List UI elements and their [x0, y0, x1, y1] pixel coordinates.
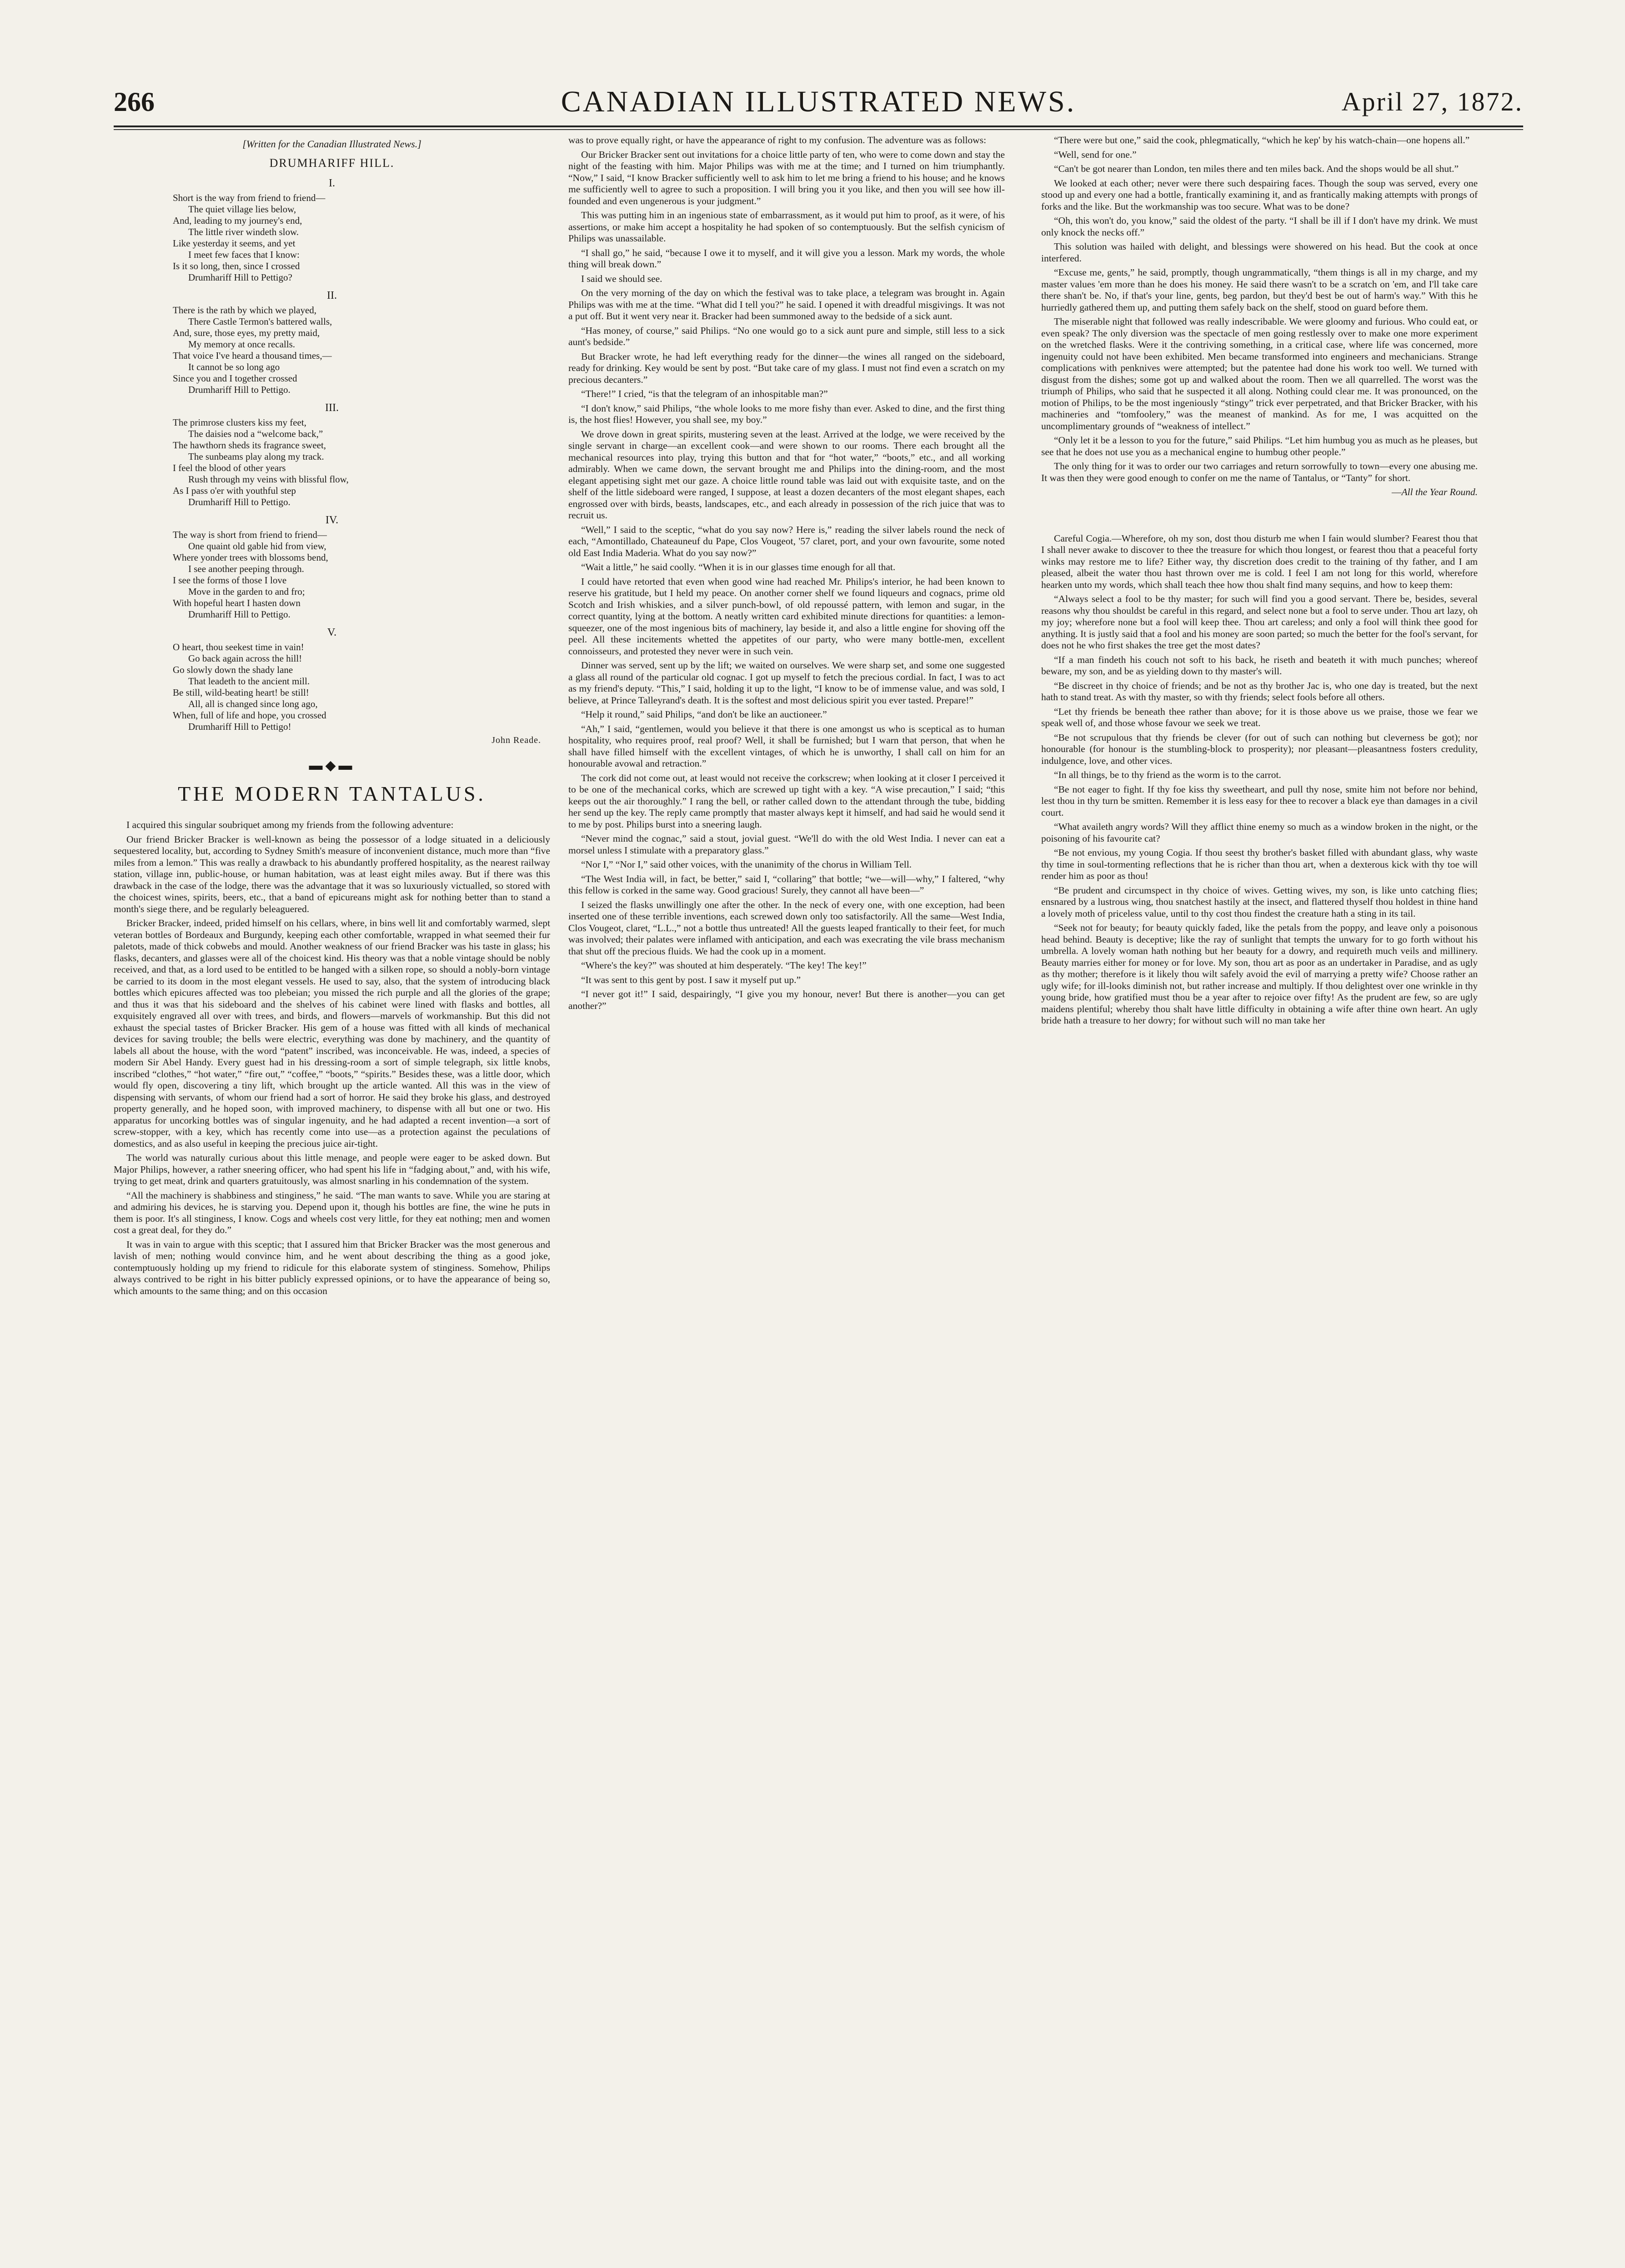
- cogia-paragraph: “Be not eager to fight. If thy foe kiss thy sweetheart, and pull thy nose, smite him not before nor behind, lest thou in thy turn be smitten. Remember it is less easy for thee to recover a black eye than damages in a civil court.: [1041, 783, 1478, 818]
- poem-line: And, leading to my journey's end,: [173, 215, 302, 226]
- column-gap: [1041, 501, 1478, 533]
- poem-line: When, full of life and hope, you crossed: [173, 710, 326, 721]
- poem-line: Move in the garden to and fro;: [188, 586, 305, 597]
- poem-line: I see another peeping through.: [188, 563, 304, 574]
- story-paragraph: “There!” I cried, “is that the telegram of an inhospitable man?”: [581, 388, 828, 399]
- story-paragraph: “Well, send for one.”: [1054, 149, 1137, 160]
- story-paragraph: “Can't be got nearer than London, ten miles there and ten miles back. And the shops would be all shut.”: [1054, 163, 1459, 174]
- poem-stanza: [114, 627, 550, 733]
- story-paragraph: “Has money, of course,” said Philips. “No one would go to a sick aunt pure and simple, still less to a sick aunt's bedside.”: [568, 325, 1005, 347]
- poem-line: There Castle Termon's battered walls,: [188, 316, 332, 327]
- story-paragraph: I seized the flasks unwillingly one after the other. In the neck of every one, with one exception, had been inserted one of these terrible inventions, each screwed down only too satisfactorily. All the same—West India, Clos Vougeot, claret, “L.L.,” not a bottle thus untreated! All the guests leaped frantically to their feet, for much was involved; their palates were inflamed with anticipation, and each was execrating the vile brass mechanism that shut off the precious fluids. We had the cook up in a moment.: [568, 899, 1005, 957]
- cogia-paragraph: “In all things, be to thy friend as the worm is to the carrot.: [1054, 769, 1281, 780]
- story-paragraph: We looked at each other; never were there such despairing faces. Though the soup was served, every one stood up and every one had a bottle, frantically examining it, and as frantically making attempts with prongs of forks and the like. But the workmanship was too secure. What was to be done?: [1041, 177, 1478, 212]
- stanza-number: III.: [325, 402, 339, 414]
- poem-line: The little river windeth slow.: [188, 226, 299, 237]
- poem-line: I meet few faces that I know:: [188, 249, 300, 260]
- story-title: THE MODERN TANTALUS.: [178, 782, 486, 805]
- stanza-number: I.: [329, 177, 335, 189]
- poem-line: As I pass o'er with youthful step: [173, 485, 296, 496]
- poem-line: My memory at once recalls.: [188, 339, 295, 350]
- poem-line: Go slowly down the shady lane: [173, 664, 293, 675]
- poem-line: The hawthorn sheds its fragrance sweet,: [173, 440, 326, 451]
- story-paragraph: The only thing for it was to order our two carriages and return sorrowfully to town—every one abusing me. It was then they were good enough to confer on me the name of Tantalus, or “Tanty” for short.: [1041, 461, 1478, 483]
- story-paragraph: was to prove equally right, or have the appearance of right to my confusion. The adventure was as follows:: [568, 135, 987, 146]
- story-paragraph: “Well,” I said to the sceptic, “what do you say now? Here is,” reading the silver labels round the neck of each, “Amontillado, Chateauneuf du Pape, Clos Vougeot, '57 claret, port, and your own favourite, some noted old East India Maderia. What do you say now?”: [568, 524, 1005, 558]
- cogia-paragraph: “Be not envious, my young Cogia. If thou seest thy brother's basket filled with abundant glass, why waste thy time in soul-tormenting reflections that he is richer than thou art, when a dexterous kick with thy toe will render him as poor as thou!: [1041, 847, 1478, 881]
- cogia-paragraph: “If a man findeth his couch not soft to his back, he riseth and beateth it with much punches; whereof beware, my son, and be as yielding down to thy master's will.: [1041, 654, 1478, 677]
- poem-line: The daisies nod a “welcome back,”: [188, 428, 323, 439]
- story-paragraph: I said we should see.: [581, 273, 662, 284]
- story-paragraph: It was in vain to argue with this sceptic; that I assured him that Bricker Bracker was the most generous and lavish of men; nothing would convince him, and he went about describing the thing as a good joke, contemptuously holding up my friend to ridicule for this elaborate system of stinginess. Somehow, Philips always contrived to be right in his bitter publicly expressed opinions, or to have the appearance of being so, which amounts to the same thing; and on this occasion: [114, 1239, 550, 1296]
- story-paragraph: Our Bricker Bracker sent out invitations for a choice little party of ten, who were to come down and stay the night of the feasting with him. Major Philips was with me at the time; and I turned on him triumphantly. “Now,” I said, “I know Bracker sufficiently well to ask him to let me bring a friend to his house; and he knows me sufficiently well to agree to such a proposition. I will bring you it you like, and then you will see how ill-founded and even ungenerous is your judgment.”: [568, 149, 1005, 206]
- story-paragraph: “Excuse me, gents,” he said, promptly, though ungrammatically, “them things is all in my charge, and my master values 'em more than he does his money. He said there wasn't to be a scratch on 'em, and I'll take care there shan't be. No, if that's your line, gents, beg pardon, but they'd best be out of harm's way.” With this he hurriedly gathered them up, and putting them safely back on the shelf, stood on guard before them.: [1041, 267, 1478, 313]
- poem-line: I feel the blood of other years: [173, 462, 286, 473]
- poem-line: O heart, thou seekest time in vain!: [173, 642, 304, 652]
- story-paragraph: “Only let it be a lesson to you for the future,” said Philips. “Let him humbug you as much as he pleases, but see that he does not use you as a mechanical engine to humbug other people.”: [1041, 435, 1478, 457]
- poem-line: The quiet village lies below,: [188, 204, 296, 215]
- poem-line: Drumhariff Hill to Pettigo!: [188, 721, 291, 732]
- poem-line: Is it so long, then, since I crossed: [173, 261, 300, 271]
- story-paragraph: “Never mind the cognac,” said a stout, jovial guest. “We'll do with the old West India. I never can eat a morsel unless I stimulate with a preparatory glass.”: [568, 833, 1005, 856]
- page-number: 266: [114, 87, 155, 117]
- cogia-paragraph: “Be not scrupulous that thy friends be clever (for out of such can nothing but cleverness be got); nor honourable (for honour is the stumbling-block to prosperity); nor pleasant—pleasantness fosters credulity, indulgence, love, and other vices.: [1041, 732, 1478, 766]
- cogia-paragraph: “Seek not for beauty; for beauty quickly faded, like the petals from the poppy, and leave only a poisonous head behind. Beauty is deceptive; like the ray of sunlight that tempts the unwary for to go forth without his umbrella. A lovely woman hath nothing but her beauty for a dowry, and requireth much veils and millinery. Beauty marries either for money or for love. My son, thou art as poor as an undertaker in Paradise, and as ugly as thy mother; therefore is it likely thou wilt safely avoid the evil of marrying a pretty wife? Choose rather an ugly wife; for ill-looks diminish not, but rather increase and multiply. If thou delightest over one wrinkle in thy young bride, how gratified must thou be a year after to rejoice over fifty! As the prudent are few, so are ugly maidens plentiful; whereby thou shalt have little difficulty in obtaining a wife after thine own heart. An ugly bride hath a treasure to her dowry; for without such will no man take her: [1041, 922, 1478, 1026]
- story-paragraph: This solution was hailed with delight, and blessings were showered on his head. But the cook at once interfered.: [1041, 241, 1478, 264]
- poem-line: Go back again across the hill!: [188, 653, 302, 664]
- poem-line: Where yonder trees with blossoms bend,: [173, 552, 328, 563]
- story-paragraph: “The West India will, in fact, be better,” said I, “collaring” that bottle; “we—will—why,” I faltered, “why this fellow is corked in the same way. Good gracious! Surely, they cannot all have been—”: [568, 873, 1005, 896]
- poem-line: The way is short from friend to friend—: [173, 529, 327, 540]
- poem-stanza: [114, 177, 550, 283]
- poem-line: Drumhariff Hill to Pettigo.: [188, 384, 291, 395]
- poem-credit: [Written for the Canadian Illustrated News.]: [242, 138, 421, 150]
- story-paragraph: On the very morning of the day on which the festival was to take place, a telegram was brought in. Again Philips was with me at the time. “What did I tell you?” he said. I opened it with dreadful misgivings. It was not a put off. But it went very near it. Bracker had been summoned away to the bedside of a sick aunt.: [568, 287, 1005, 321]
- story-paragraph: “Wait a little,” he said coolly. “When it is in our glasses time enough for all that.: [581, 562, 896, 572]
- poem-line: There is the rath by which we played,: [173, 305, 317, 316]
- story-paragraph: The cork did not come out, at least would not receive the corkscrew; when looking at it closer I perceived it to be one of the mechanical corks, which are screwed up tight with a key. “A wise precaution,” I said; “this keeps out the air thoroughly.” I rang the bell, or rather called down to the attendant through the tube, bidding her send up the key. The reply came promptly that master always kept it himself, and had said he would send it to me by post. Philips burst into a sneering laugh.: [568, 772, 1005, 830]
- poem-line: Drumhariff Hill to Pettigo.: [188, 609, 291, 620]
- cogia-paragraph: “What availeth angry words? Will they afflict thine enemy so much as a window broken in the night, or the poisoning of his favourite cat?: [1041, 821, 1478, 844]
- column-2: [568, 135, 1005, 1014]
- poem-line: All, all is changed since long ago,: [188, 698, 318, 709]
- story-paragraph: “I shall go,” he said, “because I owe it to myself, and it will give you a lesson. Mark my words, the whole thing will break down.”: [568, 247, 1005, 270]
- cogia-paragraph: “Let thy friends be beneath thee rather than above; for it is those above us we praise, those we fear we speak well of, and those whose favour we seek we treat.: [1041, 706, 1478, 728]
- story-source: —All the Year Round.: [1391, 487, 1478, 497]
- poem-line: With hopeful heart I hasten down: [173, 597, 301, 608]
- poem-line: Like yesterday it seems, and yet: [173, 238, 296, 249]
- story-paragraph: I acquired this singular soubriquet among my friends from the following adventure:: [126, 819, 454, 830]
- cogia-paragraph: Careful Cogia.—Wherefore, oh my son, dost thou disturb me when I fain would slumber? Fearest thou that I shall never awake to discover to thee the treasure for which thou longest, or fearest thou that a peaceful forty winks may restore me to life? Either way, thy discretion does credit to the training of thy father, and I am pleased, albeit the water thou hast thrown over me is cold. I feel I am not long for this world, wherefore hearken unto my words, which shall teach thee how thou shalt find many sequins, and how to keep them:: [1041, 532, 1478, 590]
- story-paragraph: But Bracker wrote, he had left everything ready for the dinner—the wines all ranged on the sideboard, ready for drinking. Key would be sent by post. “But take care of my glass. I must not find even a scratch on my precious decanters.”: [568, 351, 1005, 385]
- story-paragraph: “Oh, this won't do, you know,” said the oldest of the party. “I shall be ill if I don't have my drink. We must only knock the necks off.”: [1041, 215, 1478, 238]
- poem-line: And, sure, those eyes, my pretty maid,: [173, 327, 320, 338]
- poem-stanza: [114, 514, 550, 620]
- story-paragraph: “Help it round,” said Philips, “and don't be like an auctioneer.”: [581, 709, 827, 720]
- poem-line: Rush through my veins with blissful flow,: [188, 474, 349, 485]
- poem-line: It cannot be so long ago: [188, 361, 280, 372]
- poem-line: Be still, wild-beating heart! be still!: [173, 687, 309, 698]
- poem-line: Since you and I together crossed: [173, 373, 297, 384]
- story-paragraph: Our friend Bricker Bracker is well-known as being the possessor of a lodge situated in a deliciously sequestered locality, but, according to Sydney Smith's measure of inconvenient distance, much more than “five miles from a lemon.” This was really a drawback to his abundantly proffered hospitality, as the nearest railway station, village inn, public-house, or human habitation, was at least eight miles away. But if there was this drawback in the case of the lodge, there was the advantage that it was so luxuriously victualled, so stored with the choicest wines, spirits, beers, etc., that a band of epicureans might ask for nothing better than to stand a month's siege there, and be regularly beleaguered.: [114, 833, 550, 914]
- poem-stanza: [114, 402, 550, 508]
- poem-line: Drumhariff Hill to Pettigo?: [188, 272, 292, 283]
- story-paragraph: “All the machinery is shabbiness and stinginess,” he said. “The man wants to save. While you are staring at and admiring his devices, he is starving you. Depend upon it, though his bottles are fine, the wine he puts in them is poor. It's all stinginess, I know. Cogs and wheels cost very little, for they eat nothing; men and women cost a great deal, for they do.”: [114, 1189, 550, 1235]
- poem-line: The sunbeams play along my track.: [188, 451, 324, 462]
- poem-line: I see the forms of those I love: [173, 575, 287, 586]
- poem-line: That leadeth to the ancient mill.: [188, 676, 310, 687]
- poem-line: Drumhariff Hill to Pettigo.: [188, 497, 291, 507]
- story-paragraph: I could have retorted that even when good wine had reached Mr. Philips's interior, he had been known to reserve his gratitude, but I held my peace. On another corner shelf we found liqueurs and cognacs, prime old Scotch and Irish whiskies, and a silver punch-bowl, of old repoussé pattern, with lemon and sugar, in the correct quantity, lying at the bottom. A neatly written card exhibited minute directions for quantities: a lemon-squeezer, one of the most ingenious bits of machinery, lay beside it, and also a little engine for shoving off the peel. All these incitements whetted the appetites of our party, who were many bottle-men, excellent connoisseurs, and protested they never were in such vein.: [568, 576, 1005, 657]
- story-paragraph: “I don't know,” said Philips, “the whole looks to me more fishy than ever. Asked to dine, and the first thing is, the host flies! However, you shall see, my boy.”: [568, 402, 1005, 425]
- masthead: [114, 82, 1523, 123]
- stanza-number: V.: [327, 627, 337, 638]
- cogia-paragraph: “Always select a fool to be thy master; for such will find you a good servant. There be, besides, several reasons why thou shouldst be careful in this regard, and select none but a fool to serve under. Thou art lazy, oh my joy; wherefore none but a fool will keep thee. Thou art careless; and only a fool will think thee good for anything. It is justly said that a fool and his money are soon parted; so much the better for the fool's servant, for does not he who first shakes the tree get the most dates?: [1041, 593, 1478, 651]
- poem-line: Short is the way from friend to friend—: [173, 192, 326, 203]
- story-paragraph: “Where's the key?” was shouted at him desperately. “The key! The key!”: [581, 960, 867, 971]
- stanza-number: IV.: [325, 514, 339, 526]
- story-paragraph: “Ah,” I said, “gentlemen, would you believe it that there is one amongst us who is sceptical as to human hospitality, who requires proof, real proof? Well, it shall be furnished; but I warn that person, that when he shall have filled himself with the excellent vintages, of which he is unworthy, I shall call on him for an honourable avowal and retraction.”: [568, 723, 1005, 769]
- column-3: [1041, 135, 1478, 1029]
- column-1: [114, 135, 550, 1300]
- issue-date: April 27, 1872.: [1341, 87, 1523, 116]
- poem-title: DRUMHARIFF HILL.: [269, 156, 395, 170]
- poem-stanza: [114, 290, 550, 396]
- section-ornament: ▬◆▬: [309, 758, 355, 773]
- story-paragraph: We drove down in great spirits, mustering seven at the least. Arrived at the lodge, we were received by the single servant in charge—an excellent cook—and were shown to our rooms. There each brought all the mechanical resources into play, trying this button and that for “hot water,” “boots,” etc., and all working admirably. When we came down, the servant brought me and Philips into the dining-room, and the most elegant appetising sight met our gaze. A choice little round table was laid out with exquisite taste, and on the shelf of the little sideboard were ranged, I suppose, at least a dozen decanters of the most elegant shapes, each engrossed over with birds, beasts, landscapes, etc., and each already in possession of the rich juice that was to recruit us.: [568, 428, 1005, 521]
- story-paragraph: “It was sent to this gent by post. I saw it myself put up.”: [581, 974, 801, 985]
- poem-signature: John Reade.: [492, 735, 541, 745]
- poem-line: That voice I've heard a thousand times,—: [173, 350, 332, 361]
- poem-line: One quaint old gable hid from view,: [188, 541, 326, 552]
- story-paragraph: The miserable night that followed was really indescribable. We were gloomy and furious. Who could eat, or even speak? The only diversion was the spectacle of men going restlessly over to make one more experiment on the wretched flasks. Were it the contriving something, in a critical case, where life was concerned, more ingenuity could not have been exhibited. Men became transformed into engineers and mechanicians. Strange complications with penknives were attempted; but the patentee had done his work too well. We turned with disgust from the dishes; some got up and walked about the room. Then we all quarrelled. The worst was the triumph of Philips, who said that he suspected it all along. Nothing could clear me. It was pronounced, on the motion of Philips, to be the most ingeniously “stingy” trick ever perpetrated, and that Bricker Bracker, with his machineries and “tomfoolery,” was the meanest of mankind. As for me, I was acquitted on the uncomplimentary grounds of “weakness of intellect.”: [1041, 316, 1478, 432]
- cogia-paragraph: “Be prudent and circumspect in thy choice of wives. Getting wives, my son, is like unto catching flies; ensnared by a lustrous wing, thou snatchest hastily at the insect, and flattered thyself thou holdest in thine hand a lovely moth of priceless value, until to thy cost thou findest the creature hath a sting in its tail.: [1041, 884, 1478, 919]
- story-paragraph: Bricker Bracker, indeed, prided himself on his cellars, where, in bins well lit and comfortably warmed, slept veteran bottles of Bordeaux and Burgundy, keeping each other comfortable, wrapped in what seemed their fur paletots, made of thick cobwebs and mould. Another weakness of our friend Bracker was his taste in glass; his flasks, decanters, and glasses were all of the choicest kind. His theory was that a noble vintage should be nobly received, and that, as a lord used to be entitled to be hanged with a silken rope, so should a nobly-born vintage be carried to its doom in the most elegant vessels. He used to say, also, that the system of introducing black bottles which epicures affected was too plebeian; you missed the rich purple and all the glories of the grape; and thus it was that his sideboard and the shelves of his cabinet were lined with flasks and bottles, all exquisitely engraved all over with trees, and birds, and flowers—marvels of workmanship. But this did not exhaust the special tastes of Bricker Bracker. His gem of a house was fitted with all kinds of mechanical devices for saving trouble; the bells were electric, everything was done by machinery, and the quantity of labels all about the house, with the word “patent” inscribed, was inconceivable. He was, indeed, a species of modern Sir Abel Handy. Every guest had in his dressing-room a sort of simple telegraph, six little knobs, inscribed “clothes,” “hot water,” “fire out,” “coffee,” “boots,” “spirits.” Besides these, was a little door, which would fly open, discovering a tiny lift, which brought up the article wanted. All this was in the view of dispensing with servants, of whom our friend had a sort of horror. He said they broke his glass, and destroyed property generally, and he hoped soon, with improved machinery, to dispense with all but one or two. His apparatus for uncorking bottles was of singular ingenuity, and he had adapted a recent invention—a sort of screw-stopper, with a key, which has recently come into use—as a protection against the peculations of domestics, and as also useful in keeping the precious juice air-tight.: [114, 918, 550, 1149]
- story-source-name: All the Year Round.: [1401, 487, 1478, 497]
- story-paragraph: “Nor I,” “Nor I,” said other voices, with the unanimity of the chorus in William Tell.: [581, 859, 912, 870]
- poem-line: The primrose clusters kiss my feet,: [173, 417, 306, 428]
- story-paragraph: “I never got it!” I said, despairingly, “I give you my honour, never! But there is another—you can get another?”: [568, 988, 1005, 1011]
- stanza-number: II.: [327, 290, 337, 301]
- story-paragraph: The world was naturally curious about this little menage, and people were eager to be asked down. But Major Philips, however, a rather sneering officer, who had spent his life in “fadging about,” and, with his wife, trying to get meat, drink and quarters gratuitously, was almost snarling in his condemnation of the system.: [114, 1152, 550, 1186]
- story-paragraph: “There were but one,” said the cook, phlegmatically, “which he kep' by his watch-chain—one hopens all.”: [1054, 135, 1470, 146]
- story-paragraph: Dinner was served, sent up by the lift; we waited on ourselves. We were sharp set, and some one suggested a glass all round of the particular old cognac. I got up myself to fetch the precious cordial. In fact, I was to act as my friend's deputy. “This,” I said, holding it up to the light, “I know to be of immense value, and was sold, I believe, at Prince Talleyrand's death. It is the softest and most delicious spirit you ever tasted. Prepare!”: [568, 660, 1005, 706]
- masthead-rule: [114, 125, 1523, 127]
- story-paragraph: This was putting him in an ingenious state of embarrassment, as it would put him to proof, as it were, of his assertions, or make him accept a hospitality he had spoken of so contemptuously. But the selfish cynicism of Philips was unassailable.: [568, 210, 1005, 244]
- cogia-paragraph: “Be discreet in thy choice of friends; and be not as thy brother Jac is, who one day is treated, but the next hath to stand treat. As with thy master, so with thy friends; select fools before all others.: [1041, 680, 1478, 702]
- publication-title: CANADIAN ILLUSTRATED NEWS.: [561, 85, 1076, 118]
- masthead-rule-thin: [114, 129, 1523, 130]
